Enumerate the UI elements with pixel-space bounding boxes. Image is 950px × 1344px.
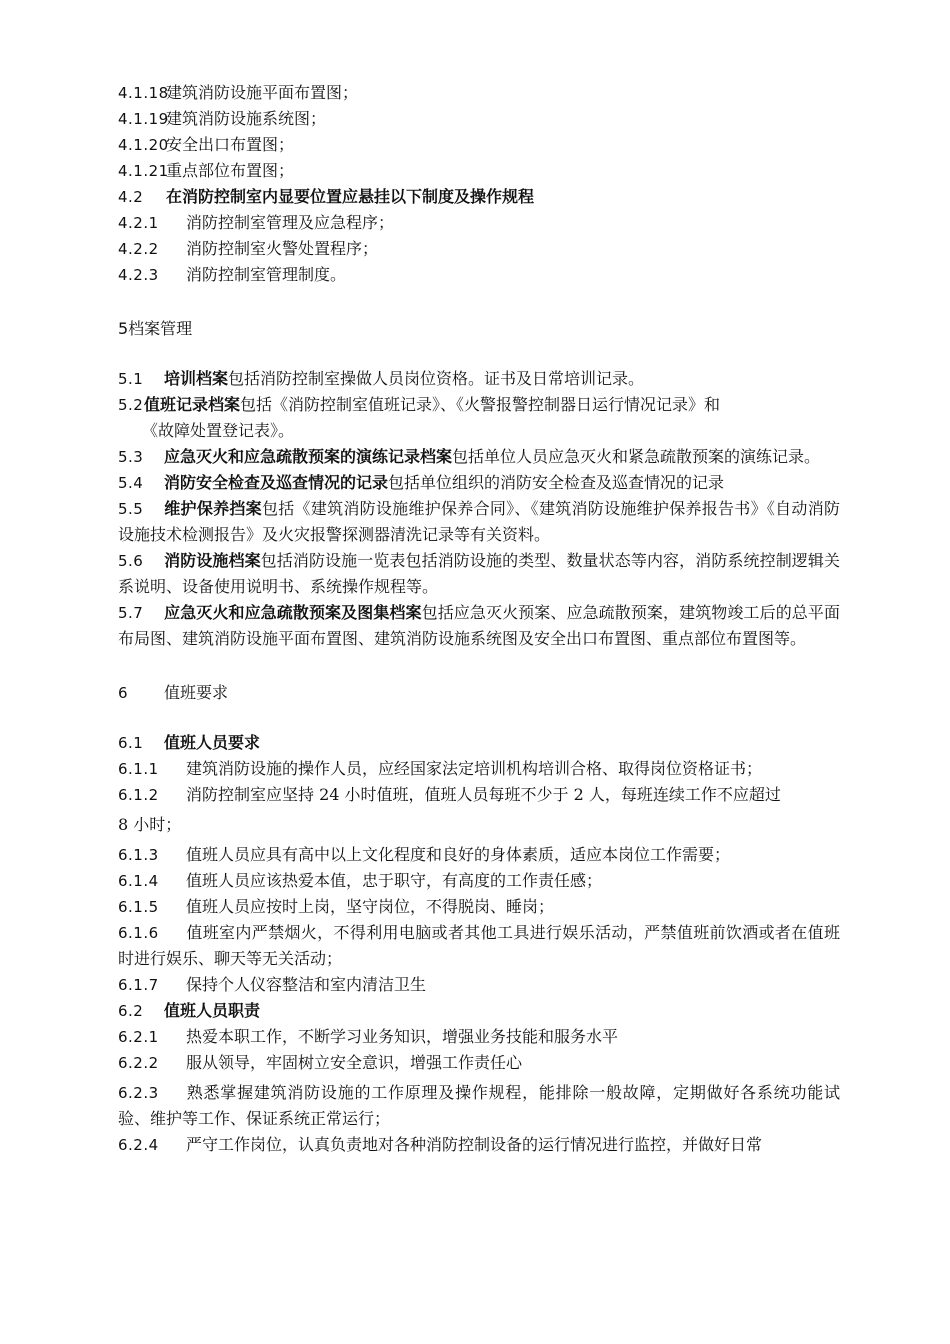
item-bold-title: 应急灭火和应急疏散预案的演练记录档案 bbox=[164, 447, 453, 466]
item-text: 包括单位组织的消防安全检查及巡查情况的记录 bbox=[388, 473, 725, 492]
item-number: 5.3 bbox=[118, 448, 144, 466]
item-text: 包括消防设施一览表包括消防设施的类型、数量状态等内容，消防系统控制逻辑关系说明、设备使用说明书、系统操作规程等。 bbox=[118, 551, 840, 596]
item-text: 严守工作岗位，认真负责地对各种消防控制设备的运行情况进行监控，并做好日常 bbox=[186, 1135, 763, 1154]
item-text: 消防控制室火警处置程序； bbox=[186, 239, 379, 258]
item-number: 6.1.3 bbox=[118, 846, 159, 864]
item-text: 熟悉掌握建筑消防设施的工作原理及操作规程，能排除一般故障，定期做好各系统功能试验、维护等工作、保证系统正常运行； bbox=[118, 1083, 840, 1128]
list-item bbox=[118, 894, 840, 920]
item-number: 4.2.2 bbox=[118, 240, 159, 258]
item-text: 包括单位人员应急灭火和紧急疏散预案的演练记录。 bbox=[452, 447, 821, 466]
item-text: 包括《消防控制室值班记录》、《火警报警控制器日运行情况记录》和 bbox=[240, 395, 721, 414]
item-text: 建筑消防设施平面布置图； bbox=[166, 83, 359, 102]
list-item bbox=[118, 1080, 840, 1132]
list-item bbox=[118, 920, 840, 972]
section-4-2-heading bbox=[118, 184, 840, 210]
list-item bbox=[118, 236, 840, 262]
list-item bbox=[118, 262, 840, 288]
item-number: 4.2.1 bbox=[118, 214, 159, 232]
list-item bbox=[118, 756, 840, 782]
item-continuation: 8 小时； bbox=[118, 815, 182, 834]
item-text: 值班人员应按时上岗，坚守岗位，不得脱岗、睡岗； bbox=[186, 897, 555, 916]
section-number: 6 bbox=[118, 684, 129, 702]
item-number: 4.1.21 bbox=[118, 162, 169, 180]
item-text: 消防控制室管理制度。 bbox=[186, 265, 347, 284]
item-number: 5.1 bbox=[118, 370, 144, 388]
item-number: 6.1.1 bbox=[118, 760, 159, 778]
section-title: 值班要求 bbox=[164, 683, 229, 702]
section-title: 值班人员职责 bbox=[164, 1001, 261, 1020]
list-item bbox=[118, 842, 840, 868]
item-bold-title: 值班记录档案 bbox=[144, 395, 241, 414]
item-number: 6.1.5 bbox=[118, 898, 159, 916]
list-item bbox=[118, 496, 840, 548]
item-text: 包括《建筑消防设施维护保养合同》、《建筑消防设施维护保养报告书》《自动消防设施技术检测报告》及火灾报警探测器清洗记录等有关资料。 bbox=[118, 499, 840, 544]
item-number: 6.1.6 bbox=[118, 924, 159, 942]
item-text: 值班室内严禁烟火，不得利用电脑或者其他工具进行娱乐活动，严禁值班前饮酒或者在值班时进行娱乐、聊天等无关活动； bbox=[118, 923, 840, 968]
list-item bbox=[118, 80, 840, 106]
item-number: 6.2.4 bbox=[118, 1136, 159, 1154]
item-number: 5.6 bbox=[118, 552, 144, 570]
list-item bbox=[118, 972, 840, 998]
section-6-2-heading bbox=[118, 998, 840, 1024]
list-item bbox=[118, 132, 840, 158]
item-number: 4.1.18 bbox=[118, 84, 169, 102]
section-number: 4.2 bbox=[118, 188, 144, 206]
list-item bbox=[118, 1050, 840, 1076]
item-number: 5.2 bbox=[118, 396, 144, 414]
section-6-1-heading bbox=[118, 730, 840, 756]
item-number: 6.1.2 bbox=[118, 786, 159, 804]
list-item bbox=[118, 1024, 840, 1050]
list-item bbox=[118, 1132, 840, 1158]
item-text: 值班人员应该热爱本值，忠于职守，有高度的工作责任感； bbox=[186, 871, 603, 890]
item-number: 4.2.3 bbox=[118, 266, 159, 284]
item-text: 建筑消防设施系统图； bbox=[166, 109, 327, 128]
list-item bbox=[118, 106, 840, 132]
item-text: 安全出口布置图； bbox=[166, 135, 295, 154]
item-text: 消防控制室应坚持 24 小时值班，值班人员每班不少于 2 人，每班连续工作不应超过 bbox=[186, 785, 781, 804]
list-item bbox=[118, 782, 840, 808]
item-text: 包括应急灭火预案、应急疏散预案，建筑物竣工后的总平面布局图、建筑消防设施平面布置图、建筑消防设施系统图及安全出口布置图、重点部位布置图等。 bbox=[118, 603, 840, 648]
list-item bbox=[118, 548, 840, 600]
section-title: 值班人员要求 bbox=[164, 733, 261, 752]
list-item bbox=[118, 392, 840, 418]
item-number: 5.7 bbox=[118, 604, 144, 622]
item-bold-title: 消防安全检查及巡查情况的记录 bbox=[164, 473, 389, 492]
item-text: 包括消防控制室操做人员岗位资格。证书及日常培训记录。 bbox=[228, 369, 645, 388]
item-text: 消防控制室管理及应急程序； bbox=[186, 213, 395, 232]
section-number: 6.2 bbox=[118, 1002, 144, 1020]
item-text: 服从领导，牢固树立安全意识，增强工作责任心 bbox=[186, 1053, 523, 1072]
list-item bbox=[118, 210, 840, 236]
item-number: 4.1.20 bbox=[118, 136, 169, 154]
item-bold-title: 维护保养挡案 bbox=[164, 499, 262, 518]
item-number: 6.2.1 bbox=[118, 1028, 159, 1046]
item-text: 值班人员应具有高中以上文化程度和良好的身体素质，适应本岗位工作需要； bbox=[186, 845, 731, 864]
item-number: 6.1.7 bbox=[118, 976, 159, 994]
document-page bbox=[118, 80, 840, 1158]
list-item bbox=[118, 868, 840, 894]
item-bold-title: 应急灭火和应急疏散预案及图集档案 bbox=[164, 603, 422, 622]
item-number: 6.2.2 bbox=[118, 1054, 159, 1072]
section-number: 6.1 bbox=[118, 734, 144, 752]
item-bold-title: 消防设施档案 bbox=[164, 551, 261, 570]
list-item bbox=[118, 158, 840, 184]
item-number: 4.1.19 bbox=[118, 110, 169, 128]
list-item bbox=[118, 366, 840, 392]
section-title: 在消防控制室内显要位置应悬挂以下制度及操作规程 bbox=[166, 187, 535, 206]
section-6-heading bbox=[118, 680, 840, 706]
list-item bbox=[118, 600, 840, 652]
item-number: 5.4 bbox=[118, 474, 144, 492]
item-text: 建筑消防设施的操作人员，应经国家法定培训机构培训合格、取得岗位资格证书； bbox=[186, 759, 763, 778]
list-item bbox=[118, 444, 840, 470]
item-number: 6.2.3 bbox=[118, 1084, 159, 1102]
item-text: 重点部位布置图； bbox=[166, 161, 295, 180]
section-5-heading: 5档案管理 bbox=[118, 319, 193, 338]
item-bold-title: 培训档案 bbox=[164, 369, 229, 388]
item-number: 5.5 bbox=[118, 500, 144, 518]
list-item bbox=[118, 470, 840, 496]
section-4-1-tail bbox=[118, 80, 840, 184]
item-continuation: 《故障处置登记表》。 bbox=[142, 421, 295, 440]
item-text: 热爱本职工作，不断学习业务知识，增强业务技能和服务水平 bbox=[186, 1027, 619, 1046]
item-number: 6.1.4 bbox=[118, 872, 159, 890]
item-text: 保持个人仪容整洁和室内清洁卫生 bbox=[186, 975, 427, 994]
